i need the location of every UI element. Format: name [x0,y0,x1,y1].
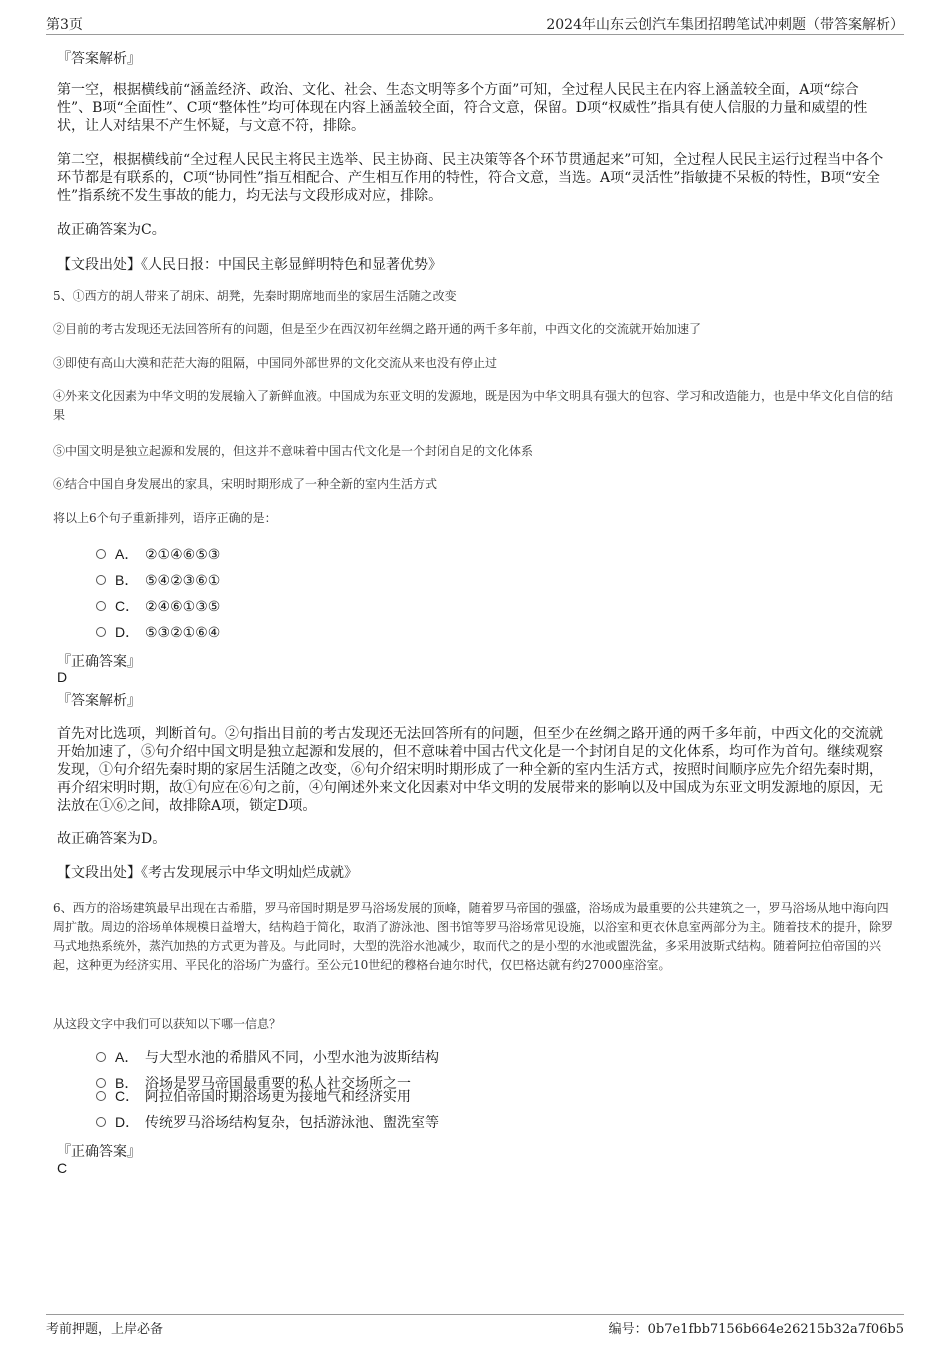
q5-sentence-3: ③即使有高山大漠和茫茫大海的阻隔，中国同外部世界的文化交流从来也没有停止过 [53,356,498,370]
q5-prompt: 将以上6个句子重新排列，语序正确的是： [53,511,277,525]
footer-code: 编号：0b7e1fbb7156b664e26215b32a7f06b5 [608,1322,904,1337]
page-number: 第3页 [46,17,83,33]
q5-option-b[interactable]: B． ⑤④②③⑥① [96,571,220,590]
q5-analysis: 首先对比选项，判断首句。②句指出目前的考古发现还无法回答所有的问题，但至少在丝绸之路开通的两千多年前，中西文化的交流就开始加速了，⑤句介绍中国文明是独立起源和发展的，但不意味着中国古代文化是一个封闭自足的文化体系，均可作为首句。继续观察发现，①句介绍先秦时期的家居生活随之改变，⑥句介绍宋明时期形成了一种全新的室内生活方式，按照时间顺序应先介绍先秦时期，再介绍宋明时期，故①句应在⑥句之前，④句阐述外来文化因素对中华文明的发展带来的影响以及中国成为东亚文明发源地的原因，无法放在①⑥之间，故排除A项，锁定D项。 [57,726,883,814]
q4-analysis-label: 『答案解析』 [57,51,141,67]
radio-icon[interactable] [96,627,106,637]
q5-sentence-2: ②目前的考古发现还无法回答所有的问题，但是至少在西汉初年丝绸之路开通的两千多年前，中西文化的交流就开始加速了 [53,322,702,336]
footer-slogan: 考前押题，上岸必备 [46,1322,164,1337]
q6-option-c[interactable]: C． 阿拉伯帝国时期浴场更为接地气和经济实用 [96,1087,411,1106]
radio-icon[interactable] [96,1091,106,1101]
radio-icon[interactable] [96,1117,106,1127]
q5-option-a[interactable]: A． ②①④⑥⑤③ [96,545,220,564]
q6-stem: 6、西方的浴场建筑最早出现在古希腊，罗马帝国时期是罗马浴场发展的顶峰，随着罗马帝国的强盛，浴场成为最重要的公共建筑之一，罗马浴场从地中海向四周扩散。周边的浴场单体规模日益增大，结构趋于简化，取消了游泳池、图书馆等罗马浴场常见设施，以浴室和更衣休息室两部分为主。随着技术的提升，除罗马式地热系统外，蒸汽加热的方式更为普及。与此同时，大型的洗浴水池减少，取而代之的是小型的水池或盥洗盆，多采用波斯式结构。随着阿拉伯帝国的兴起，这种更为经济实用、平民化的浴场广为盛行。至公元10世纪的穆格台迪尔时代，仅巴格达就有约27000座浴室。 [53,901,894,972]
radio-icon[interactable] [96,1052,106,1062]
q4-analysis-para-2: 第二空，根据横线前“全过程人民民主将民主选举、民主协商、民主决策等各个环节贯通起来”可知，全过程人民民主运行过程当中各个环节都是有联系的，C项“协同性”指互相配合、产生相互作用的特性，符合文意，当选。A项“灵活性”指敏捷不呆板的特性，B项“安全性”指系统不发生事故的能力，均无法与文段形成对应，排除。 [57,152,884,204]
radio-icon[interactable] [96,549,106,559]
q6-option-d[interactable]: D． 传统罗马浴场结构复杂，包括游泳池、盥洗室等 [96,1113,439,1132]
q6-correct-answer: C [57,1160,68,1176]
q5-option-d[interactable]: D． ⑤③②①⑥④ [96,623,220,642]
q5-conclusion: 故正确答案为D。 [57,831,167,847]
q5-sentence-1: 5、①西方的胡人带来了胡床、胡凳，先秦时期席地而坐的家居生活随之改变 [53,289,457,303]
q6-prompt: 从这段文字中我们可以获知以下哪一信息？ [53,1017,282,1031]
q5-analysis-label: 『答案解析』 [57,693,141,709]
q6-option-a[interactable]: A． 与大型水池的希腊风不同，小型水池为波斯结构 [96,1048,439,1067]
q5-option-c[interactable]: C． ②④⑥①③⑤ [96,597,220,616]
document-title: 2024年山东云创汽车集团招聘笔试冲刺题（带答案解析） [546,17,904,33]
q4-analysis-para-1: 第一空，根据横线前“涵盖经济、政治、文化、社会、生态文明等多个方面”可知，全过程人民民主在内容上涵盖较全面，A项“综合性”、B项“全面性”、C项“整体性”均可体现在内容上涵盖较全面，符合文意，保留。D项“权威性”指具有使人信服的力量和威望的性状，让人对结果不产生怀疑，与文意不符，排除。 [57,82,868,134]
q6-correct-label: 『正确答案』 [57,1144,141,1160]
q4-conclusion: 故正确答案为C。 [57,222,166,238]
q5-source: 【文段出处】《考古发现展示中华文明灿烂成就》 [57,865,358,881]
page-header [46,12,904,35]
radio-icon[interactable] [96,575,106,585]
page-footer [46,1314,904,1335]
q5-sentence-4: ④外来文化因素为中华文明的发展输入了新鲜血液。中国成为东亚文明的发源地，既是因为中华文明具有强大的包容、学习和改造能力，也是中华文化自信的结果 [53,389,894,422]
q5-sentence-6: ⑥结合中国自身发展出的家具，宋明时期形成了一种全新的室内生活方式 [53,477,438,491]
q5-correct-answer: D [57,669,68,685]
q5-correct-label: 『正确答案』 [57,654,141,670]
q5-sentence-5: ⑤中国文明是独立起源和发展的，但这并不意味着中国古代文化是一个封闭自足的文化体系 [53,444,534,458]
q6-option-b[interactable]: B． 浴场是罗马帝国最重要的私人社交场所之一 [96,1074,411,1093]
radio-icon[interactable] [96,601,106,611]
q4-source: 【文段出处】《人民日报：中国民主彰显鲜明特色和显著优势》 [57,257,442,273]
